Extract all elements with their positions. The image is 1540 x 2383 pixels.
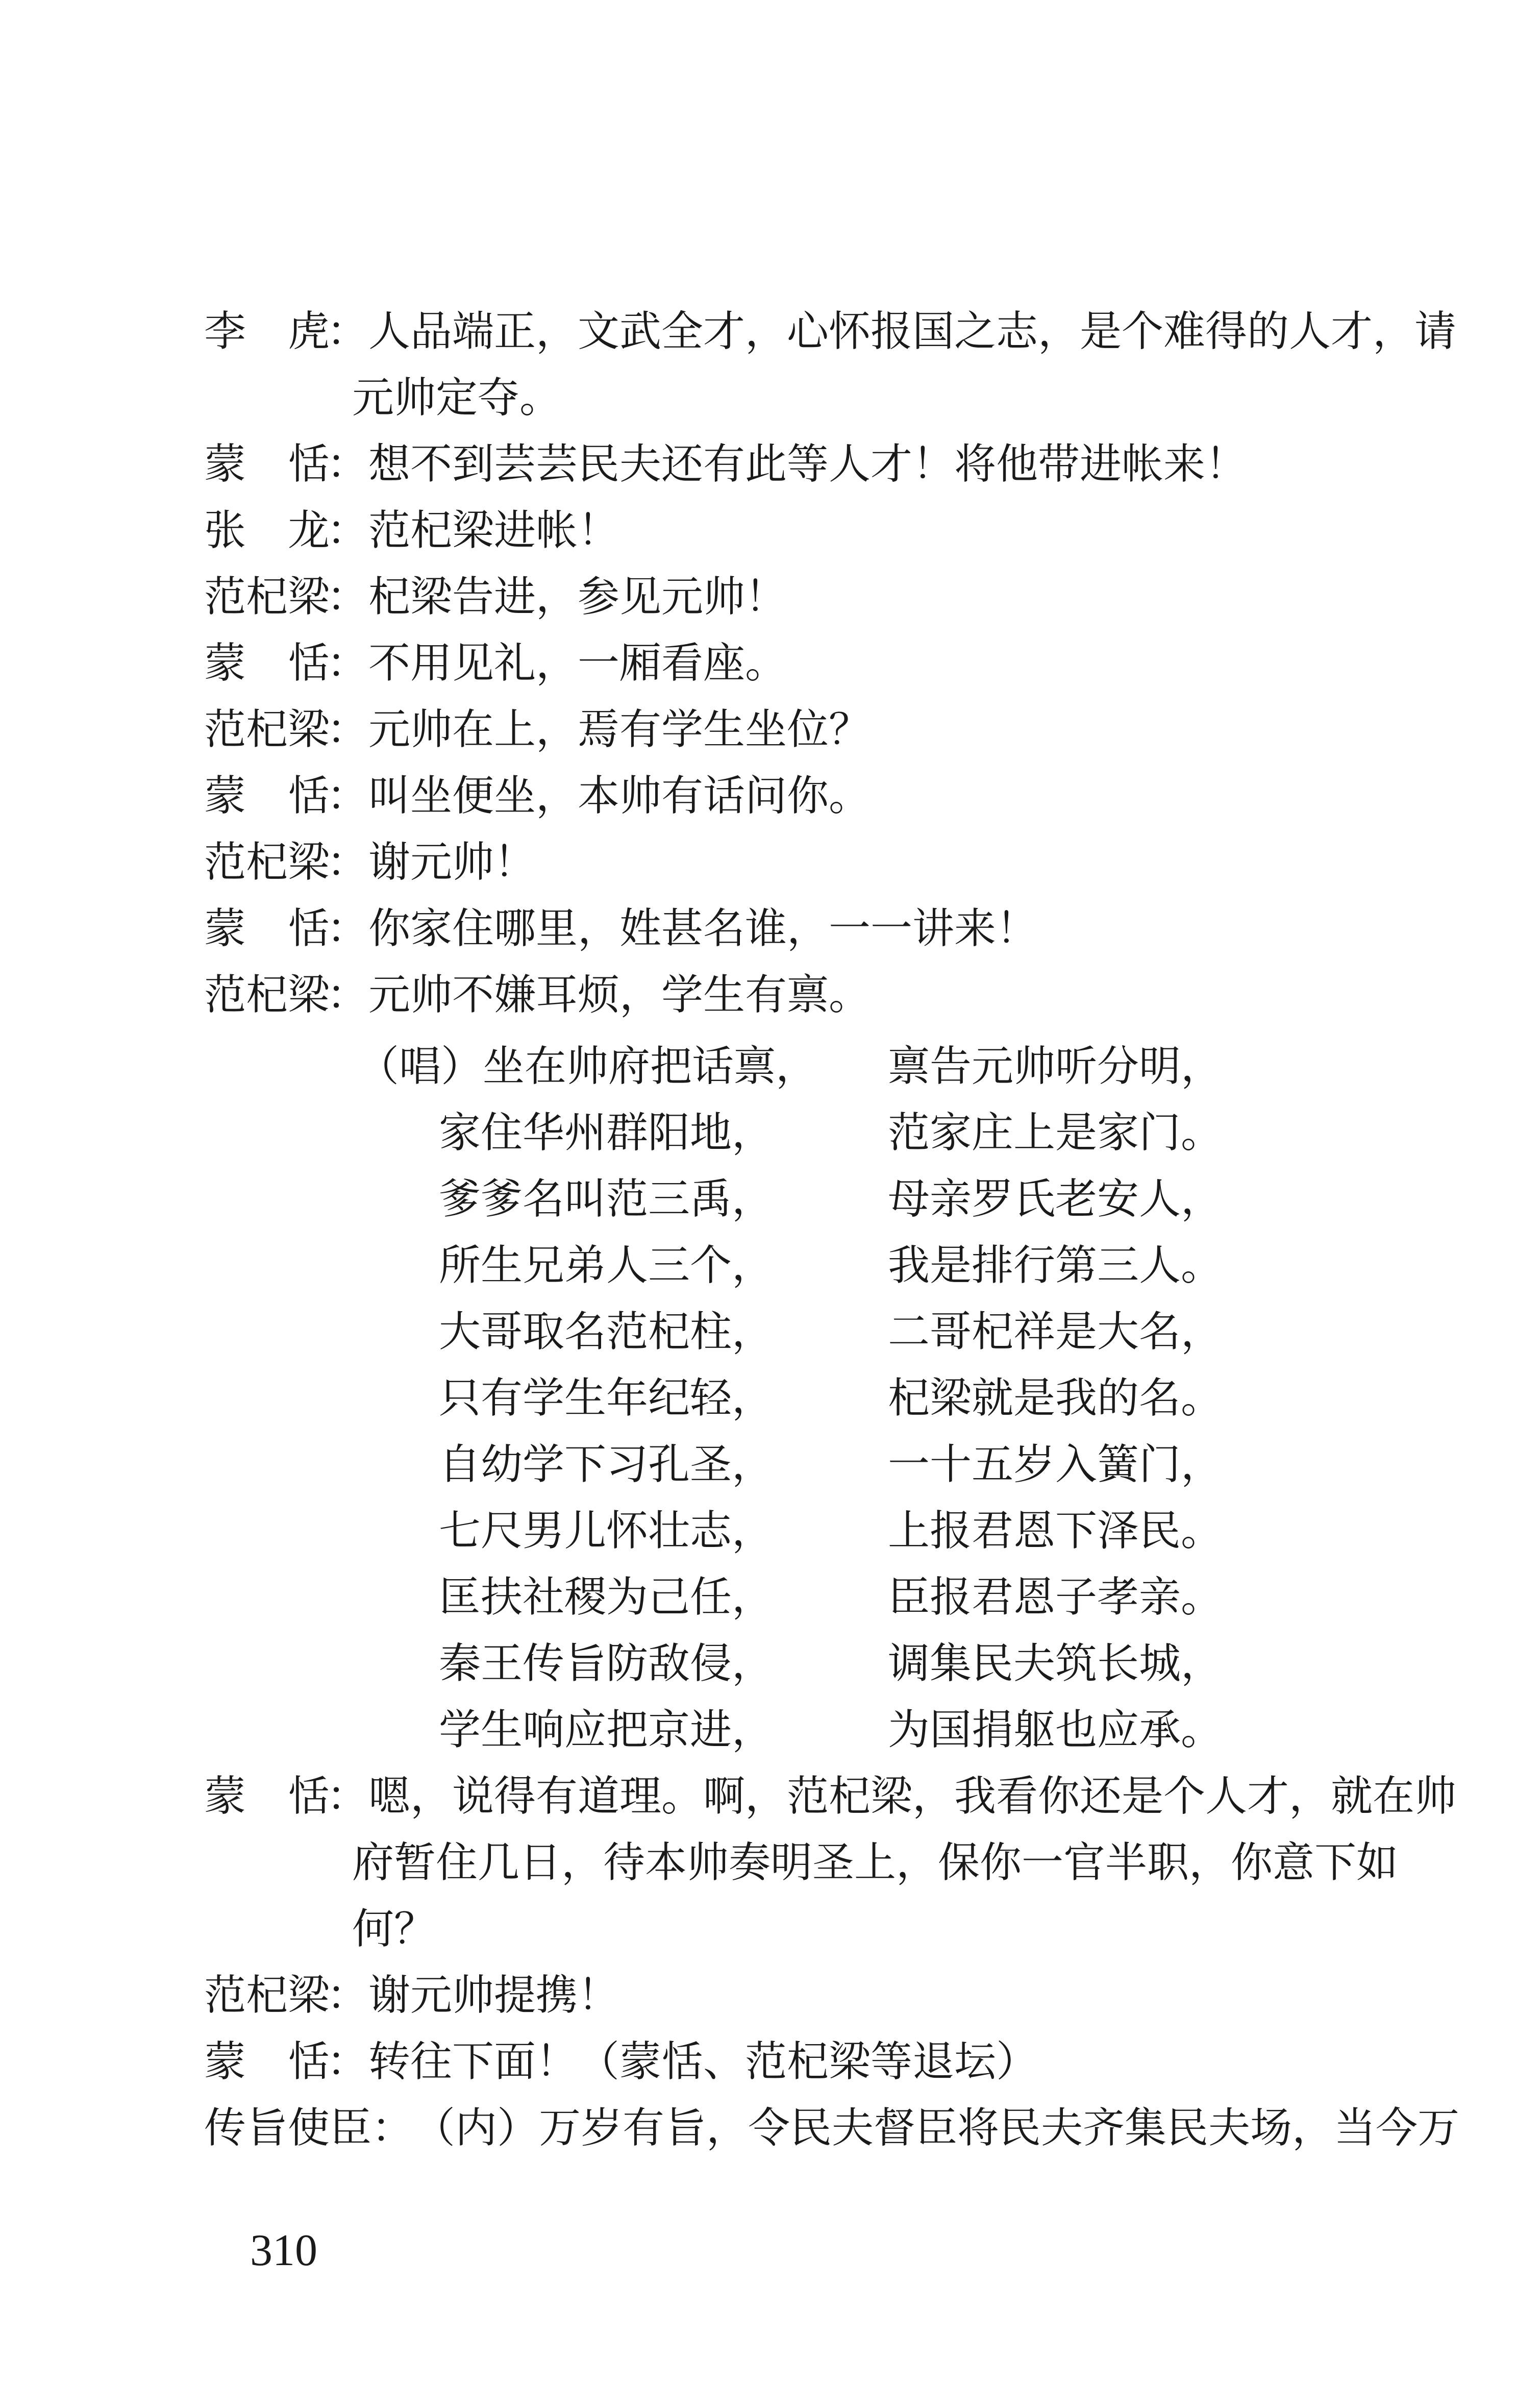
colon: ： [327,307,369,356]
speaker-name: 蒙 恬 [204,440,330,488]
colon: ： [327,705,369,754]
line-text: 范杞梁进帐！ [368,506,620,555]
verse-left: 所生兄弟人三个， [439,1241,774,1290]
dialogue-line [204,1970,619,2021]
verse-right: 二哥杞祥是大名， [888,1308,1223,1356]
line-text: 你家住哪里，姓甚名谁，一一讲来！ [368,904,1038,953]
dialogue-line [204,2036,1038,2087]
dialogue-line [204,505,619,556]
verse-left: 匡扶社稷为己任， [439,1573,774,1622]
speaker-name: 蒙 恬 [204,639,330,687]
speaker-name: 传旨使臣 [204,2104,372,2152]
verse-right: 范家庄上是家门。 [888,1109,1223,1157]
speaker-name: 范杞梁 [204,971,330,1019]
line-text: 人品端正，文武全才，心怀报国之志，是个难得的人才，请 [368,307,1457,356]
verse-left: 只有学生年纪轻， [439,1374,774,1422]
verse-left: 家住华州群阳地， [439,1109,774,1157]
line-text: 元帅在上，焉有学生坐位？ [368,705,871,754]
colon: ： [327,506,369,555]
dialogue-line [204,439,1247,490]
speaker-name: 张 龙 [204,506,330,555]
line-text: 何？ [352,1905,436,1953]
colon: ： [327,1772,369,1821]
dialogue-line [204,1771,1456,1822]
verse-left: 七尺男儿怀壮志， [439,1507,774,1555]
dialogue-line [204,970,871,1021]
dialogue-line [204,704,871,755]
verse-left: 自幼学下习孔圣， [439,1440,774,1489]
verse-left: 大哥取名范杞柱， [439,1308,774,1356]
line-text: 谢元帅提携！ [368,1971,620,2020]
colon: ： [327,2037,369,2086]
continuation-line [352,373,561,424]
dialogue-line [204,2103,1459,2154]
colon: ： [327,440,369,488]
dialogue-line [204,903,1038,954]
speaker-name: 蒙 恬 [204,2037,330,2086]
verse-left: （唱）坐在帅府把话禀， [357,1042,818,1091]
verse-right: 为国捐躯也应承。 [888,1706,1223,1754]
colon: ： [327,1971,369,2020]
verse-left: 秦王传旨防敌侵， [439,1639,774,1688]
speaker-name: 范杞梁 [204,838,330,887]
dialogue-line [204,572,787,623]
line-text: 转往下面！（蒙恬、范杞梁等退坛） [368,2037,1038,2086]
colon: ： [327,904,369,953]
line-text: 叫坐便坐，本帅有话问你。 [368,772,871,820]
verse-left: 爹爹名叫范三禹， [439,1175,774,1223]
verse-right: 上报君恩下泽民。 [888,1507,1223,1555]
verse-left: 学生响应把京进， [439,1706,774,1754]
speaker-name: 蒙 恬 [204,1772,330,1821]
line-text: （内）万岁有旨，令民夫督臣将民夫齐集民夫场，当今万 [413,2104,1460,2152]
line-text: 杞梁告进，参见元帅！ [368,573,787,621]
line-text: 嗯，说得有道理。啊，范杞梁，我看你还是个人才，就在帅 [368,1772,1457,1821]
colon: ： [327,573,369,621]
verse-right: 杞梁就是我的名。 [888,1374,1223,1422]
page-number: 310 [250,2226,317,2275]
line-text: 想不到芸芸民夫还有此等人才！将他带进帐来！ [368,440,1248,488]
colon: ： [327,838,369,887]
line-text: 谢元帅！ [368,838,536,887]
line-text: 不用见礼，一厢看座。 [368,639,787,687]
speaker-name: 李 虎 [204,307,330,356]
dialogue-line [204,638,787,689]
colon: ： [371,2104,414,2152]
speaker-name: 蒙 恬 [204,772,330,820]
dialogue-line [204,306,1456,357]
colon: ： [327,971,369,1019]
line-text: 府暂住几日，待本帅奏明圣上，保你一官半职，你意下如 [352,1838,1399,1887]
verse-right: 一十五岁入簧门， [888,1440,1223,1489]
line-text: 元帅不嫌耳烦，学生有禀。 [368,971,871,1019]
verse-right: 调集民夫筑长城， [888,1639,1223,1688]
continuation-line [352,1904,436,1955]
verse-right: 臣报君恩子孝亲。 [888,1573,1223,1622]
colon: ： [327,772,369,820]
speaker-name: 范杞梁 [204,573,330,621]
continuation-line [352,1837,1398,1888]
verse-right: 禀告元帅听分明， [888,1042,1223,1091]
dialogue-line [204,771,871,822]
colon: ： [327,639,369,687]
verse-right: 我是排行第三人。 [888,1241,1223,1290]
line-text: 元帅定夺。 [352,374,562,422]
speaker-name: 范杞梁 [204,705,330,754]
verse-right: 母亲罗氏老安人， [888,1175,1223,1223]
dialogue-line [204,837,536,888]
speaker-name: 范杞梁 [204,1971,330,2020]
speaker-name: 蒙 恬 [204,904,330,953]
